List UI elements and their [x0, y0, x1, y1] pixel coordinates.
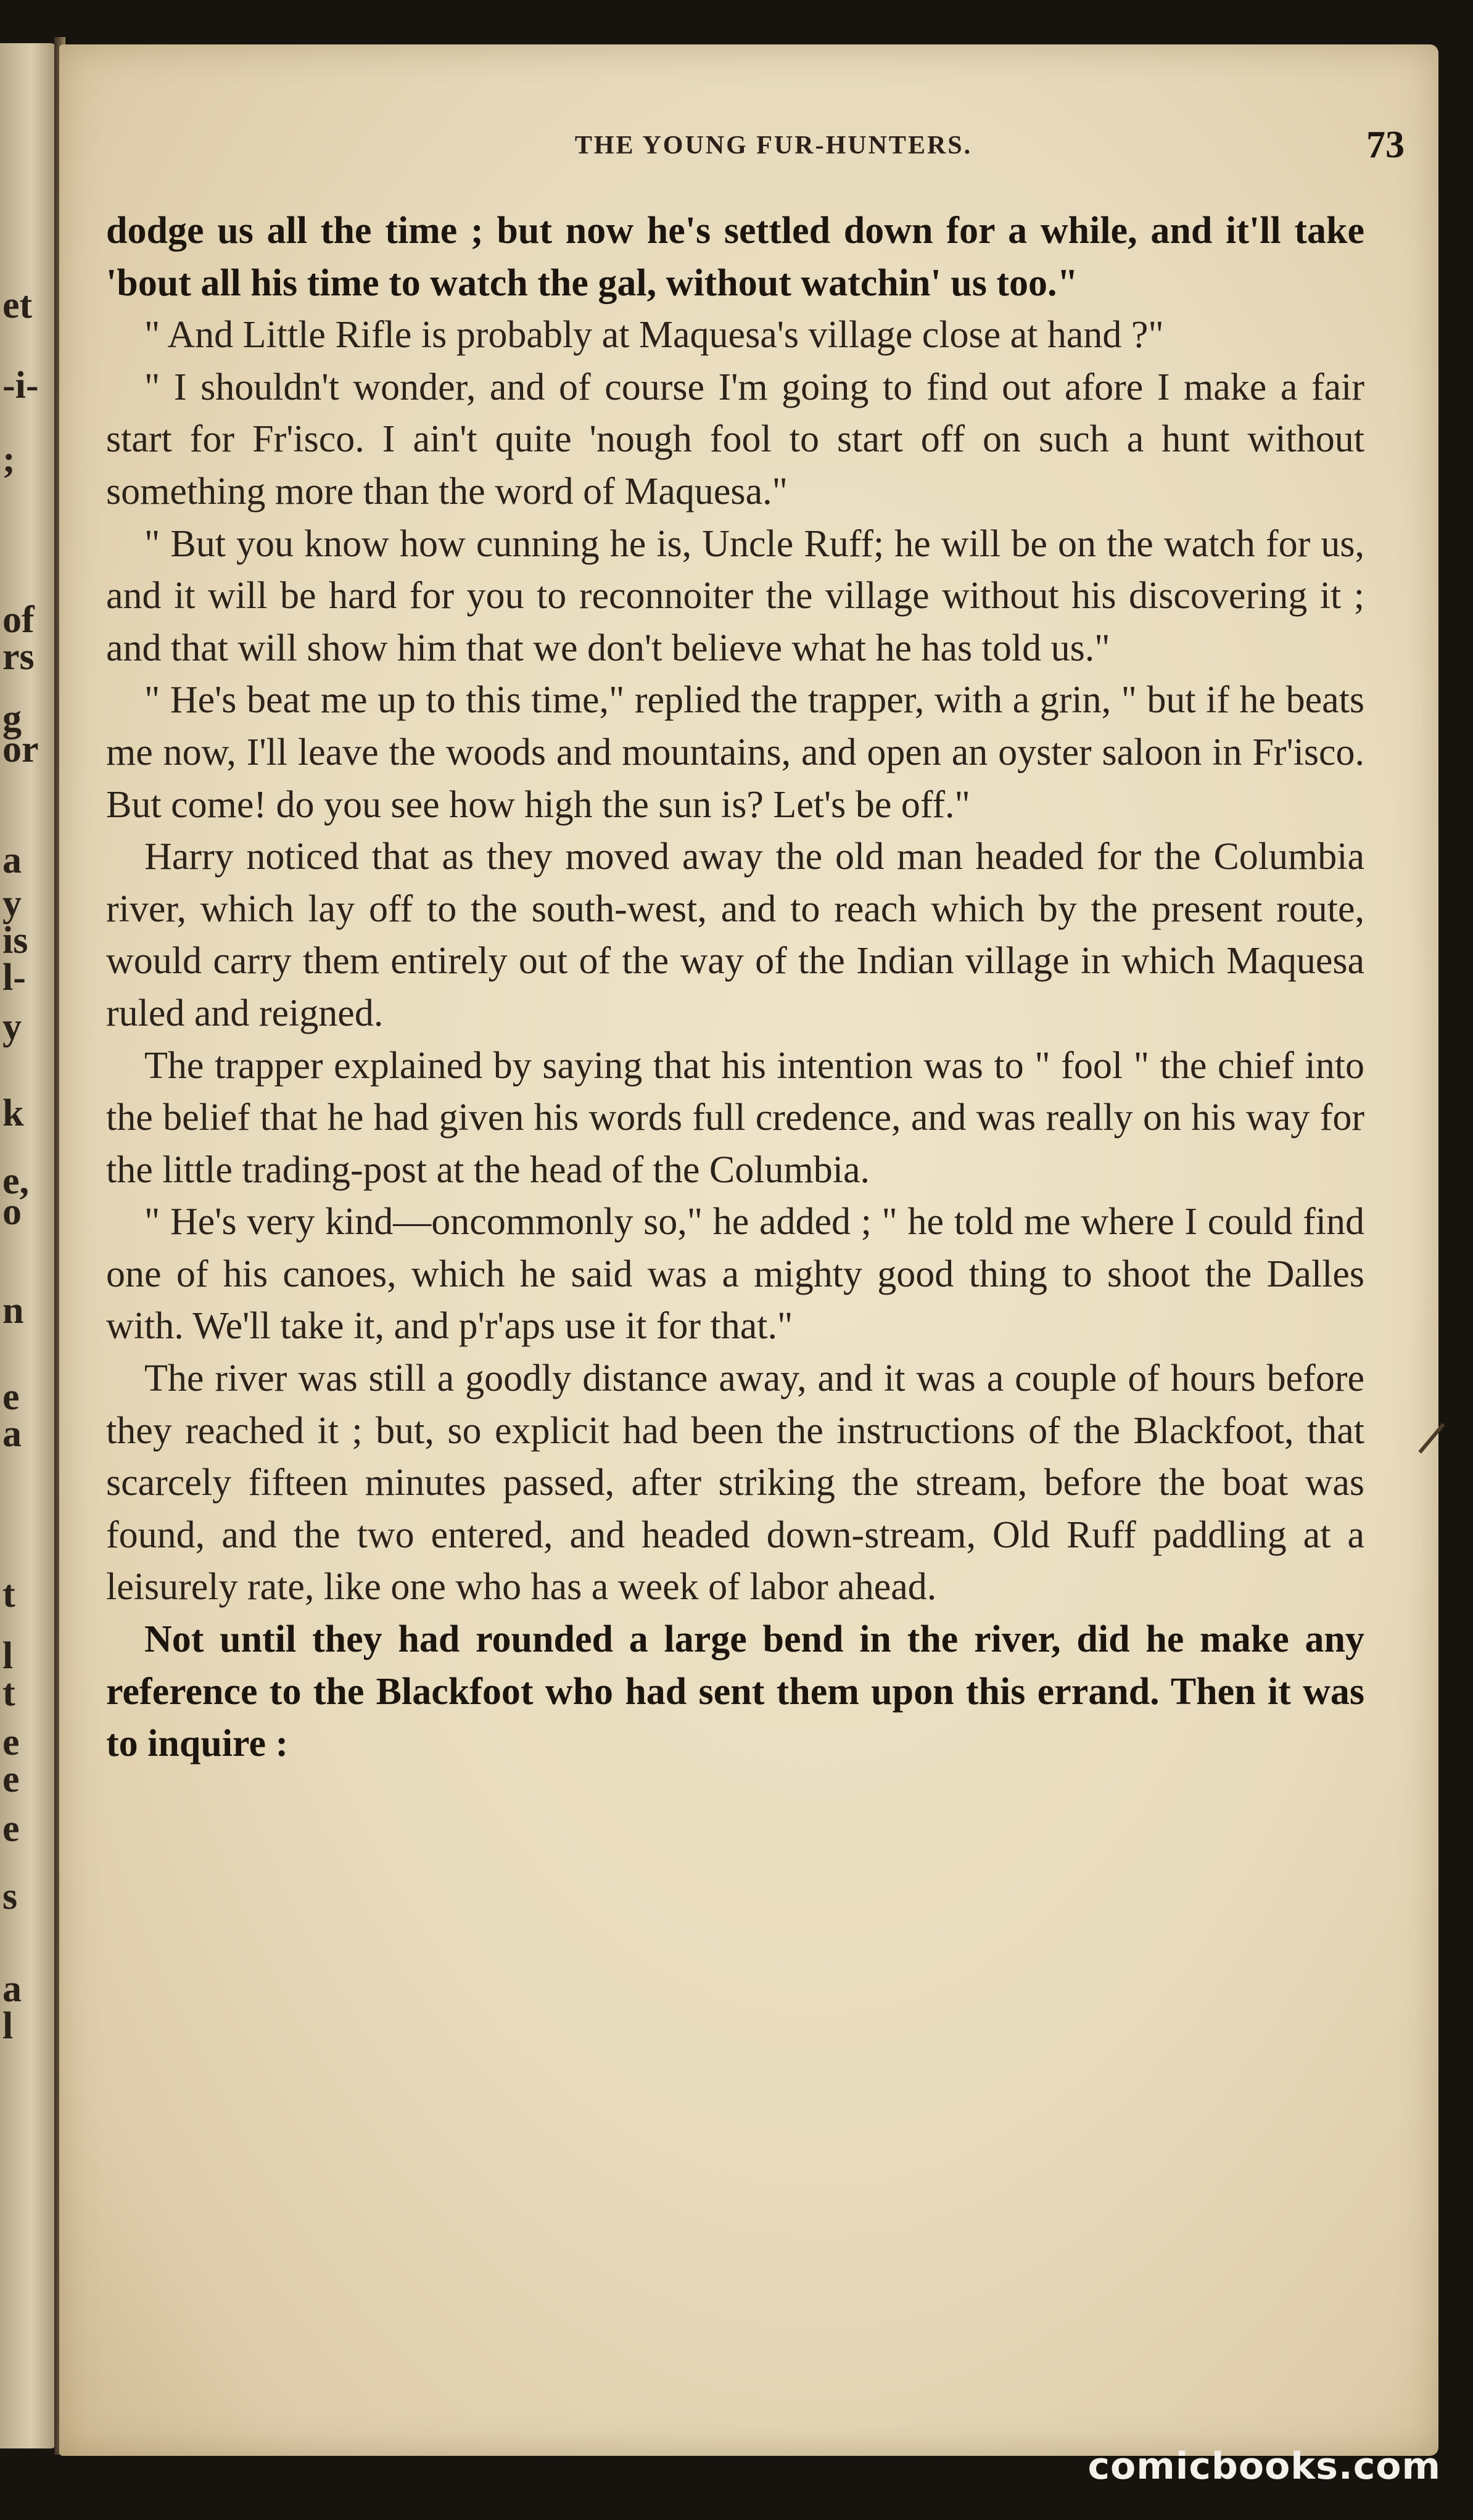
facing-page-text-fragment: n: [2, 1290, 24, 1332]
facing-page-text-fragment: a: [2, 1413, 22, 1455]
page-header: [59, 124, 1438, 186]
facing-page-text-fragment: is: [2, 920, 28, 961]
facing-page-text-fragment: k: [2, 1092, 24, 1134]
facing-page-text-fragment: l: [2, 1635, 14, 1677]
page-number: 73: [1366, 124, 1405, 166]
facing-page-text-fragment: a: [2, 1968, 22, 2010]
facing-page-text-fragment: y: [2, 883, 22, 924]
paragraph: dodge us all the time ; but now he's settled down for a while, and it'll take 'bout all his time to watch the gal, without watchin' us too.": [106, 210, 1364, 304]
paragraph: Harry noticed that as they moved away the old man headed for the Columbia river, which lay off to the south-west, and to reach which by the present route, would carry them entirely out of the way of the Indian village in which Maquesa ruled and reigned.: [106, 836, 1364, 1034]
pencil-mark: [1418, 1423, 1445, 1454]
paragraph: " I shouldn't wonder, and of course I'm going to find out afore I make a fair start for Fr'isco. I ain't quite 'nough fool to start off on such a hunt without something more than the word of Maquesa.": [106, 366, 1364, 513]
facing-page-text-fragment: ;: [2, 439, 15, 480]
facing-page-text-fragment: -i-: [2, 364, 39, 406]
paragraph: The river was still a goodly distance away, and it was a couple of hours before they reached it ; but, so explicit had been the instructions of the Blackfoot, that scarcely fifteen minutes passed, after striking the stream, before the boat was found, and the two entered, and headed down-stream, Old Ruff paddling at a leisurely rate, like one who has a week of labor ahead.: [106, 1357, 1364, 1608]
facing-page-text-fragment: o: [2, 1191, 22, 1233]
facing-page-text-fragment: e,: [2, 1160, 30, 1202]
facing-page-text-fragment: l: [2, 2005, 14, 2047]
facing-page-text-fragment: e: [2, 1376, 20, 1418]
running-title: THE YOUNG FUR-HUNTERS.: [574, 131, 973, 160]
facing-page-text-fragment: e: [2, 1721, 20, 1763]
paragraph: " But you know how cunning he is, Uncle Ruff; he will be on the watch for us, and it will be hard for you to reconnoiter the village without his discovering it ; and that will show him that we don't believe what he has told us.": [106, 522, 1364, 669]
facing-page-text-fragment: of: [2, 599, 35, 641]
facing-page-text-fragment: s: [2, 1876, 18, 1917]
paragraph: The trapper explained by saying that his intention was to " fool " the chief into the belief that he had given his words full credence, and was really on his way for the little trading-post at the head of the Columbia.: [106, 1044, 1364, 1191]
facing-page-text-fragment: e: [2, 1758, 20, 1800]
watermark: comicbooks.com: [1087, 2445, 1441, 2488]
paragraph: " And Little Rifle is probably at Maquesa's village close at hand ?": [144, 314, 1164, 356]
facing-page-text-fragment: t: [2, 1573, 15, 1615]
facing-page-text-fragment: et: [2, 284, 33, 326]
facing-page-edge: [0, 43, 57, 2448]
facing-page-text-fragment: rs: [2, 636, 35, 678]
book-page: [59, 44, 1438, 2456]
facing-page-text-fragment: e: [2, 1808, 20, 1850]
facing-page-text-fragment: g: [2, 698, 22, 739]
paragraph: " He's very kind—oncommonly so," he added ; " he told me where I could find one of his canoes, which he said was a mighty good thing to shoot the Dalles with. We'll take it, and p'r'aps use it for that.": [106, 1201, 1364, 1348]
facing-page-text-fragment: or: [2, 728, 39, 770]
facing-page-text-fragment: t: [2, 1672, 15, 1714]
facing-page-text-fragment: l-: [2, 957, 26, 999]
paragraph: Not until they had rounded a large bend in the river, did he make any reference to the Blackfoot who had sent them upon this errand. Then it was to inquire :: [106, 1618, 1364, 1765]
paragraph: " He's beat me up to this time," replied the trapper, with a grin, " but if he beats me now, I'll leave the woods and mountains, and open an oyster saloon in Fr'isco. But come! do you see how high the sun is? Let's be off.": [106, 679, 1364, 826]
body-text: [106, 205, 1364, 1770]
facing-page-text-fragment: y: [2, 1006, 22, 1048]
facing-page-text-fragment: a: [2, 839, 22, 881]
